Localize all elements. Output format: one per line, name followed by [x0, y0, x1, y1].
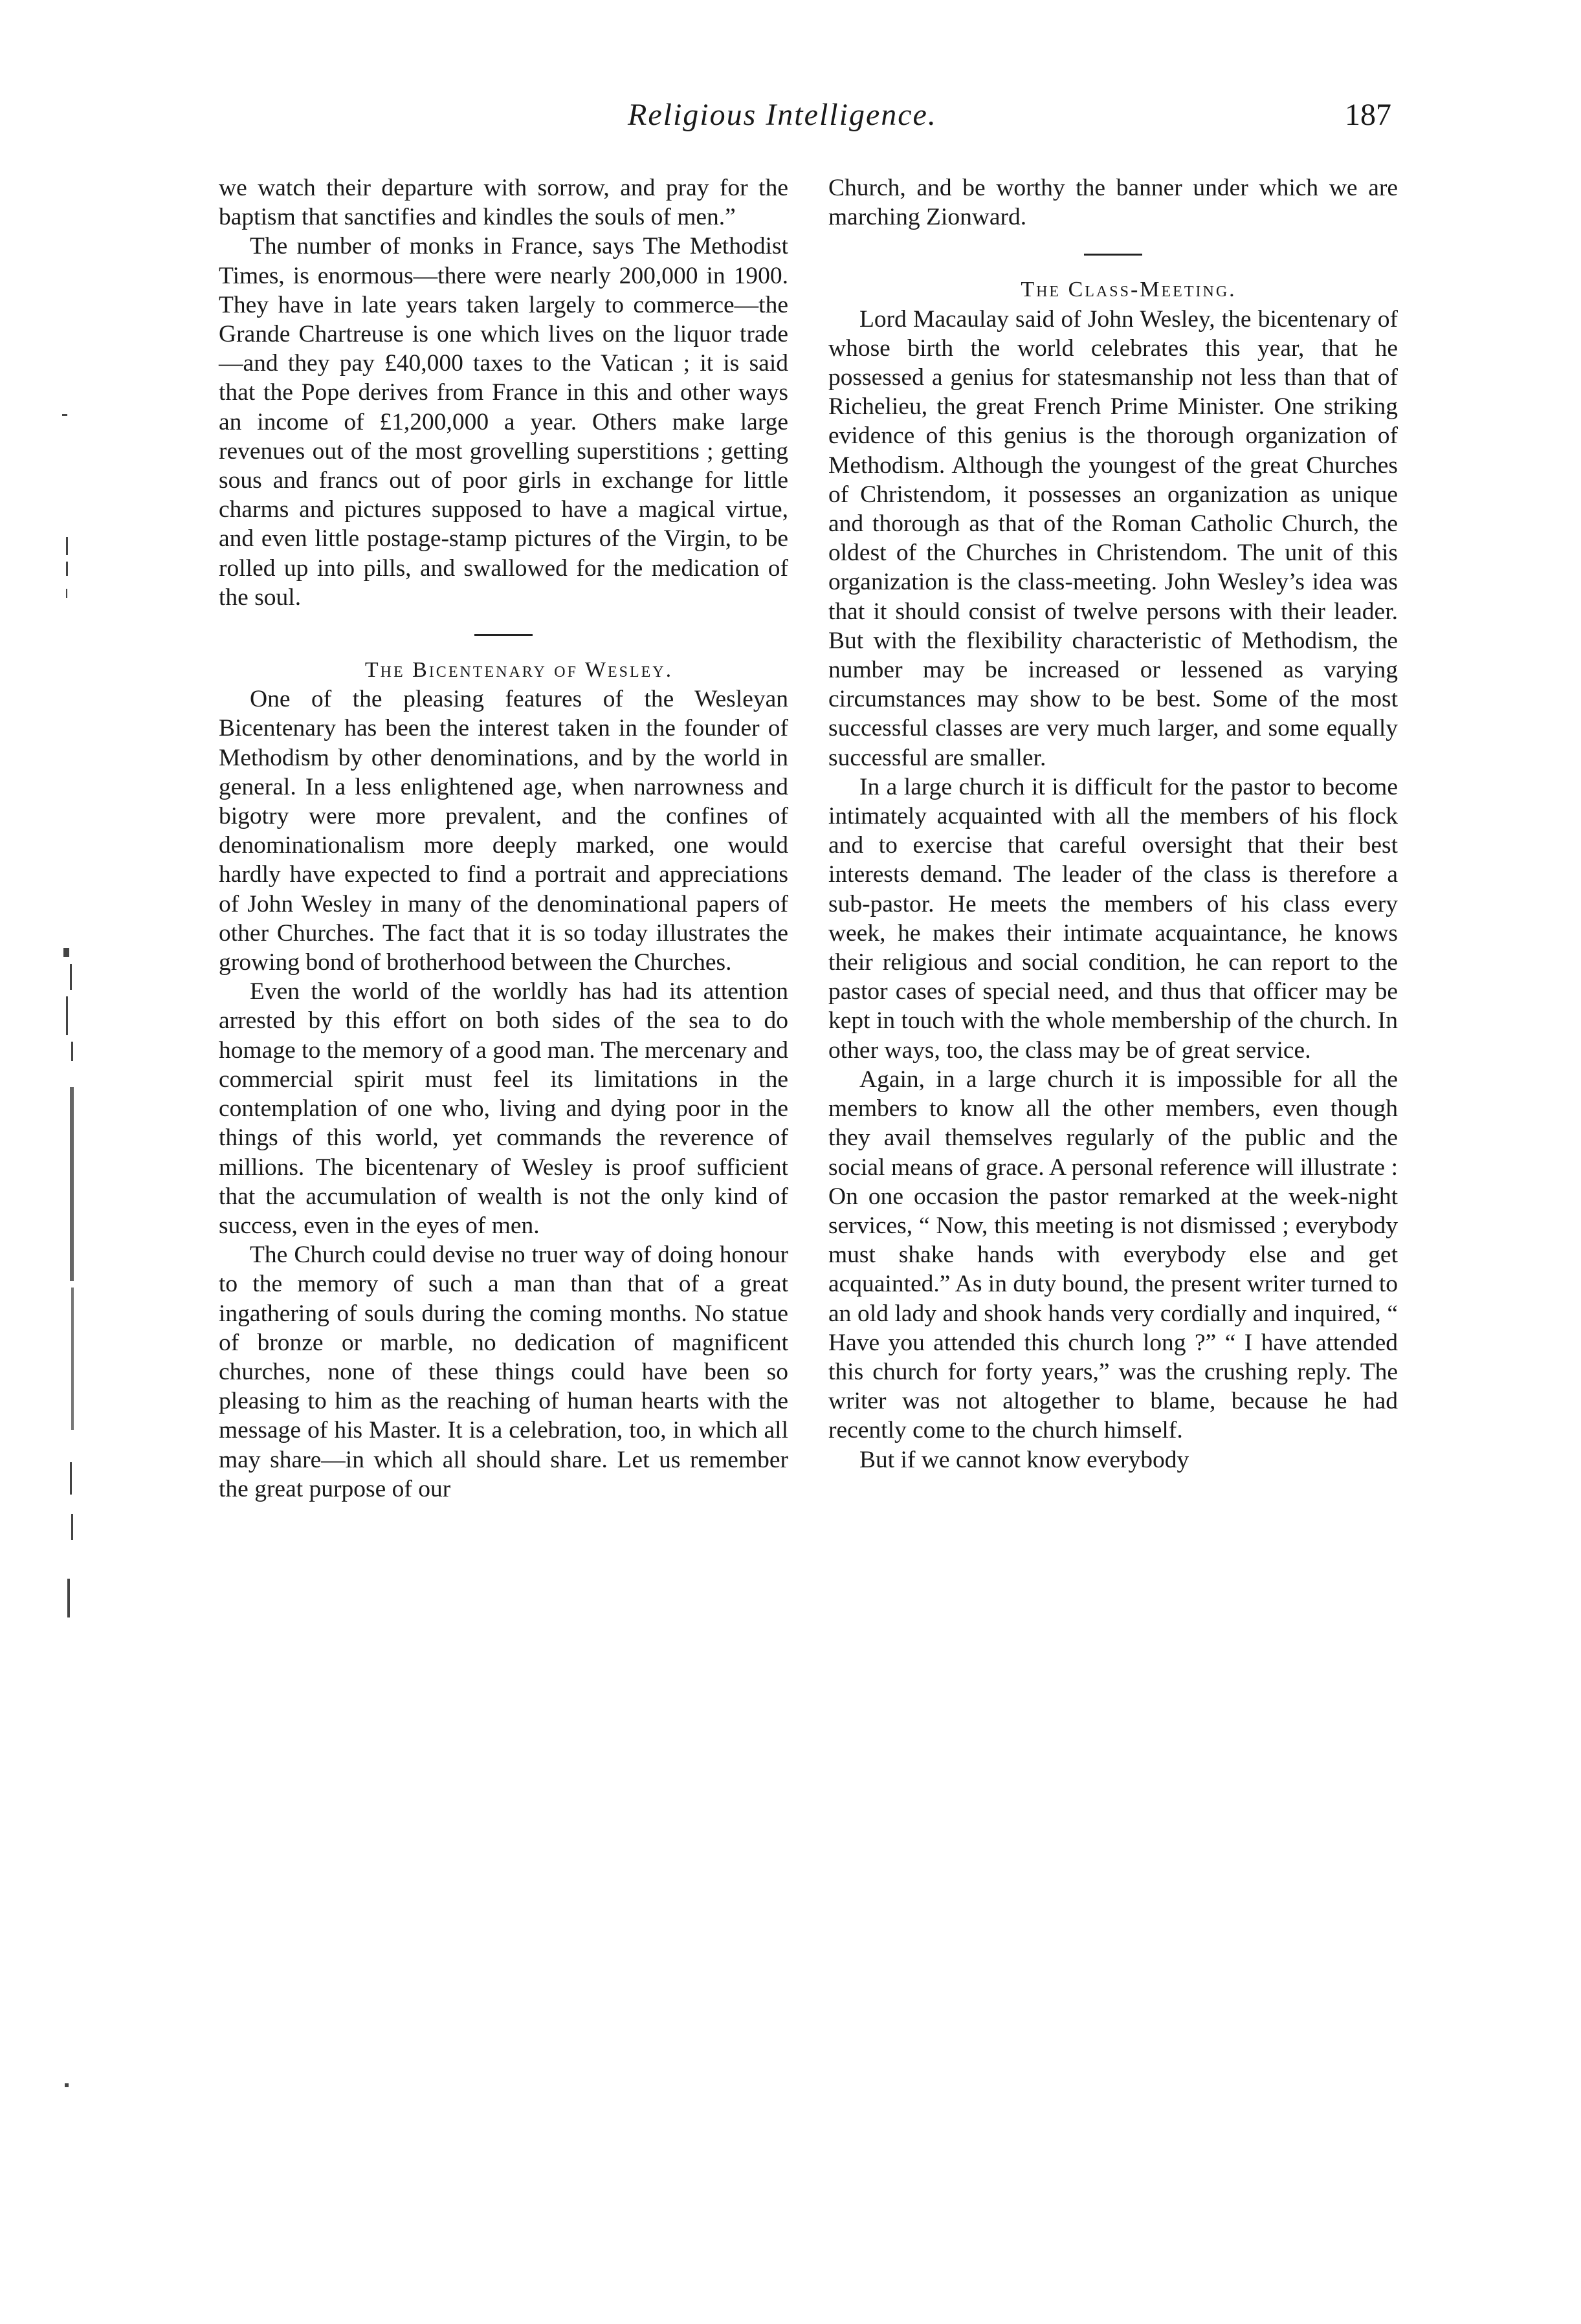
section-divider [1084, 254, 1142, 256]
running-title: Religious Intelligence. [628, 98, 937, 132]
left-paragraph-3: One of the pleasing features of the Wesleyan Bicentenary has been the interest taken in the founder of Methodism by other denominations, and by the world in general. In a less enlightened age, when narrowness and bigotry were more prevalent, and the confines of denominationalism more deeply marked, one would hardly have expected to find a portrait and appreciations of John Wesley in many of the denominational papers of other Churches. The fact that it is so today illustrates the growing bond of brotherhood between the Churches. [219, 686, 788, 976]
section-heading-bicentenary: The Bicentenary of Wesley. [364, 658, 674, 683]
right-paragraph-4: Again, in a large church it is impossible for all the members to know all the other members, even though they avail themselves regularly of the public and the social means of grace. A personal reference will illustrate : On one occasion the pastor remarked at the week-night services, “ Now, this meeting is not dismissed ; everybody must shake hands with everybody else and get acquainted.” As in duty bound, the present writer turned to an old lady and shook hands very cordially and inquired, “ Have you attended this church long ?” “ I have attended this church for forty years,” was the crushing reply. The writer was not altogether to blame, because he had recently come to the church himself. [828, 1066, 1398, 1444]
page-header [214, 97, 1391, 142]
section-heading-class-meeting: The Class-Meeting. [1021, 278, 1237, 302]
right-paragraph-5: But if we cannot know everybody [859, 1446, 1189, 1473]
right-paragraph-1: Church, and be worthy the banner under which we are marching Zionward. [828, 175, 1398, 231]
left-paragraph-1: we watch their departure with sorrow, and pray for the baptism that sanctifies and kindles the souls of men.” [219, 175, 788, 231]
right-paragraph-3: In a large church it is difficult for the pastor to become intimately acquainted with all the members of his flock and to exercise that careful oversight that their best interests demand. The leader of the class is therefore a sub-pastor. He meets the members of his class every week, he makes their intimate acquaintance, he knows their religious and social condition, he can report to the pastor cases of special need, and thus that officer may be kept in touch with the whole membership of the church. In other ways, too, the class may be of great service. [828, 773, 1398, 1064]
left-paragraph-4: Even the world of the worldly has had its attention arrested by this effort on both sides of the sea to do homage to the memory of a good man. The mercenary and commercial spirit must feel its limitations in the contemplation of one who, living and dying poor in the things of this world, yet commands the reverence of millions. The bicentenary of Wesley is proof sufficient that the accumulation of wealth is not the only kind of success, even in the eyes of men. [219, 978, 788, 1239]
left-paragraph-5: The Church could devise no truer way of doing honour to the memory of such a man than that of a great ingathering of souls during the coming months. No statue of bronze or marble, no dedication of magnificent churches, none of these things could have been so pleasing to him as the reaching of human hearts with the message of his Master. It is a celebration, too, in which all may share—in which all should share. Let us remember the great purpose of our [219, 1242, 788, 1502]
section-divider [474, 634, 533, 636]
left-column [219, 173, 788, 1504]
binding-margin-marks [57, 414, 83, 2161]
right-column [828, 173, 1398, 1474]
page-number: 187 [1345, 98, 1391, 132]
left-paragraph-2: The number of monks in France, says The Methodist Times, is enormous—there were nearly 200,000 in 1900. They have in late years taken largely to commerce—the Grande Chartreuse is one which lives on the liquor trade—and they pay £40,000 taxes to the Vatican ; it is said that the Pope derives from France in this and other ways an income of £1,200,000 a year. Others make large revenues out of the most grovelling superstitions ; getting sous and francs out of poor girls in exchange for little charms and pictures supposed to have a magical virtue, and even little postage-stamp pictures of the Virgin, to be rolled up into pills, and swallowed for the medication of the soul. [219, 233, 788, 611]
right-paragraph-2: Lord Macaulay said of John Wesley, the bicentenary of whose birth the world celebrates this year, that he possessed a genius for statesmanship not less than that of Richelieu, the great French Prime Minister. One striking evidence of this genius is the thorough organization of Methodism. Although the youngest of the great Churches of Christendom, it possesses an organization as unique and thorough as that of the Roman Catholic Church, the oldest of the Churches in Christendom. The unit of this organization is the class-meeting. John Wesley’s idea was that it should consist of twelve persons with their leader. But with the flexibility characteristic of Methodism, the number may be increased or lessened as varying circumstances may show to be best. Some of the most successful classes are very much larger, and some equally successful are smaller. [828, 305, 1398, 771]
